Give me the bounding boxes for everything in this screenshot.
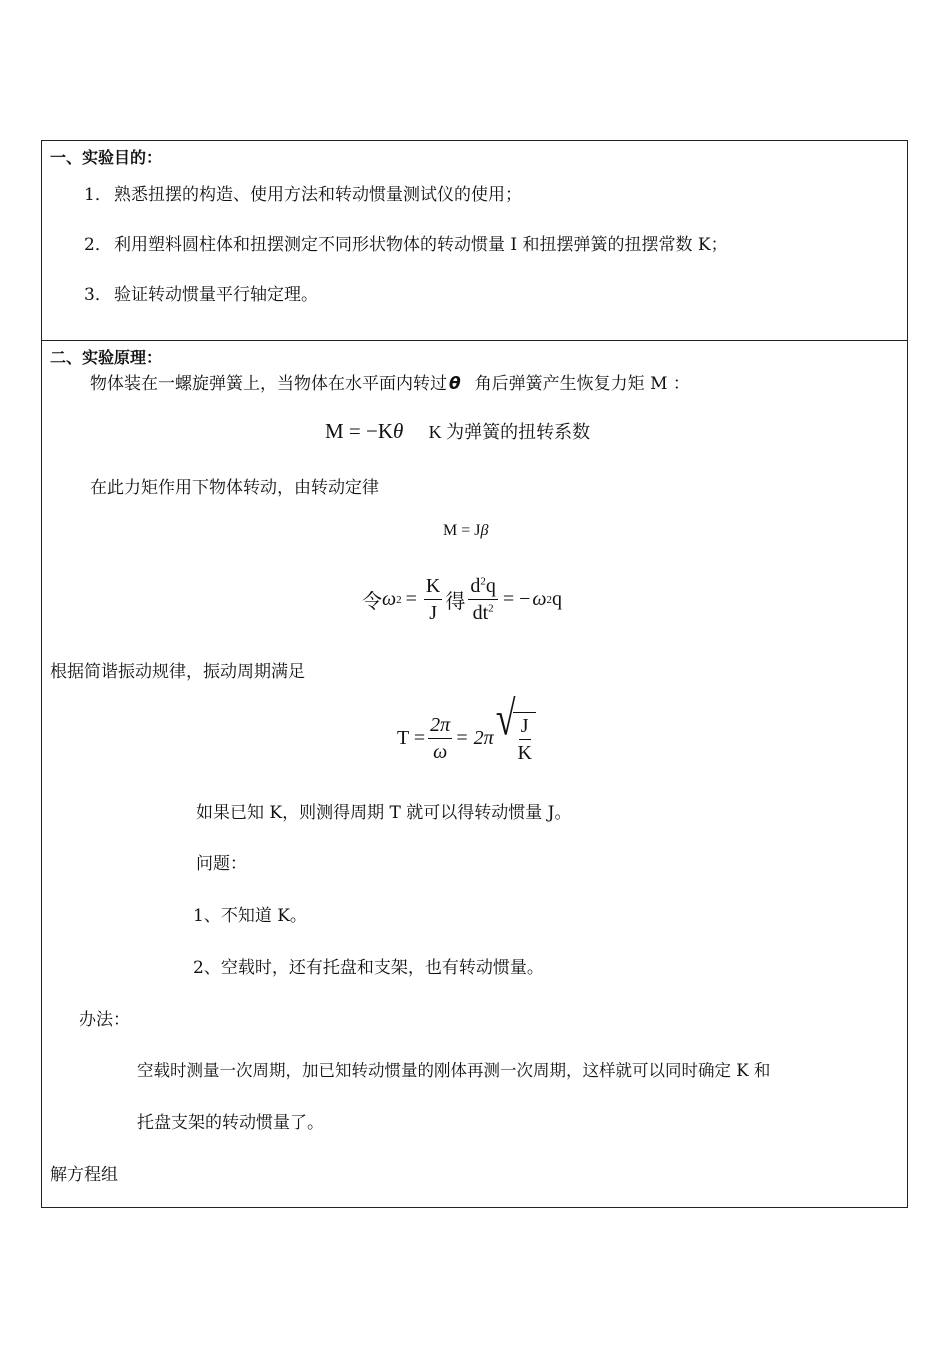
eq-theta: θ <box>393 419 404 443</box>
eq3-prefix: 令 <box>362 591 382 613</box>
final-line: 解方程组 <box>50 1165 118 1185</box>
section1-title: 一、实验目的： <box>50 148 163 167</box>
intro-text-after: 角后弹簧产生恢复力矩 M ： <box>474 374 690 394</box>
method-line1: 空载时测量一次周期，加已知转动惯量的刚体再测一次周期，这样就可以同时确定 K 和 <box>137 1061 771 1080</box>
eq3-rhs: = − <box>502 588 531 610</box>
objective-num: 3． <box>84 285 112 305</box>
fraction-2pi-over-omega <box>428 714 452 763</box>
question-1: 1、不知道 K。 <box>193 906 307 926</box>
method-line2: 托盘支架的转动惯量了。 <box>137 1113 324 1133</box>
intro-text: 物体装在一螺旋弹簧上，当物体在水平面内转过 <box>90 374 447 394</box>
equation-torque <box>325 418 590 444</box>
objective-text: 熟悉扭摆的构造、使用方法和转动惯量测试仪的使用； <box>114 185 522 205</box>
equation-period <box>397 691 536 764</box>
eq-note: K 为弹簧的扭转系数 <box>428 422 591 442</box>
eq3-eq: = <box>405 588 417 610</box>
eq4-t: T = <box>397 726 426 749</box>
radical-sign: √ <box>495 691 516 746</box>
section2-title: 二、实验原理： <box>50 348 163 367</box>
frac-den: J <box>429 602 438 624</box>
eq2-lhs: M = J <box>443 522 481 539</box>
frac-2pi: 2π <box>428 714 452 739</box>
equation-rotation-law <box>443 522 488 540</box>
theta-symbol: θ <box>449 374 461 394</box>
frac-num: K <box>424 575 442 600</box>
fraction-k-over-j <box>424 575 442 624</box>
deriv-num: $d^2q$ <box>468 575 498 600</box>
fraction-derivative <box>468 575 498 624</box>
objective-text: 利用塑料圆柱体和扭摆测定不同形状物体的转动惯量 I 和扭摆弹簧的扭摆常数 K； <box>114 235 728 255</box>
principle-intro <box>90 369 690 394</box>
eq3-omega: ω <box>382 588 397 610</box>
question-title: 问题： <box>196 854 247 874</box>
sqrt-inner: $\frac{J}{K}$ <box>513 712 535 764</box>
question-2: 2、空载时，还有托盘和支架，也有转动惯量。 <box>193 958 544 978</box>
objective-num: 2． <box>84 235 112 255</box>
principle-line3: 根据简谐振动规律，振动周期满足 <box>50 662 305 682</box>
frac-omega: ω <box>433 740 448 763</box>
equation-omega: 令 ω 2 = $\frac{K}{J}$ 得 $\frac{d^2q}{dt^2}$ = − ω 2 q <box>362 575 563 624</box>
objective-item-2 <box>84 230 728 255</box>
deriv-den: $dt^2$ <box>472 602 494 624</box>
principle-line2: 在此力矩作用下物体转动，由转动定律 <box>90 478 379 498</box>
eq3-sq: 2 <box>396 593 402 606</box>
eq2-beta: β <box>480 522 489 539</box>
method-title: 办法： <box>79 1010 130 1030</box>
eq4-eq: = 2π <box>455 726 494 749</box>
objective-item-1 <box>84 180 522 205</box>
objective-item-3 <box>84 280 318 305</box>
objective-num: 1． <box>84 185 112 205</box>
eq-lhs: M = −K <box>325 419 394 443</box>
eq3-mid: 得 <box>445 591 466 613</box>
section-divider <box>41 340 908 341</box>
objective-text: 验证转动惯量平行轴定理。 <box>114 285 318 305</box>
principle-line4: 如果已知 K，则测得周期 T 就可以得转动惯量 J。 <box>196 803 572 823</box>
sqrt-j-over-k <box>495 691 536 764</box>
